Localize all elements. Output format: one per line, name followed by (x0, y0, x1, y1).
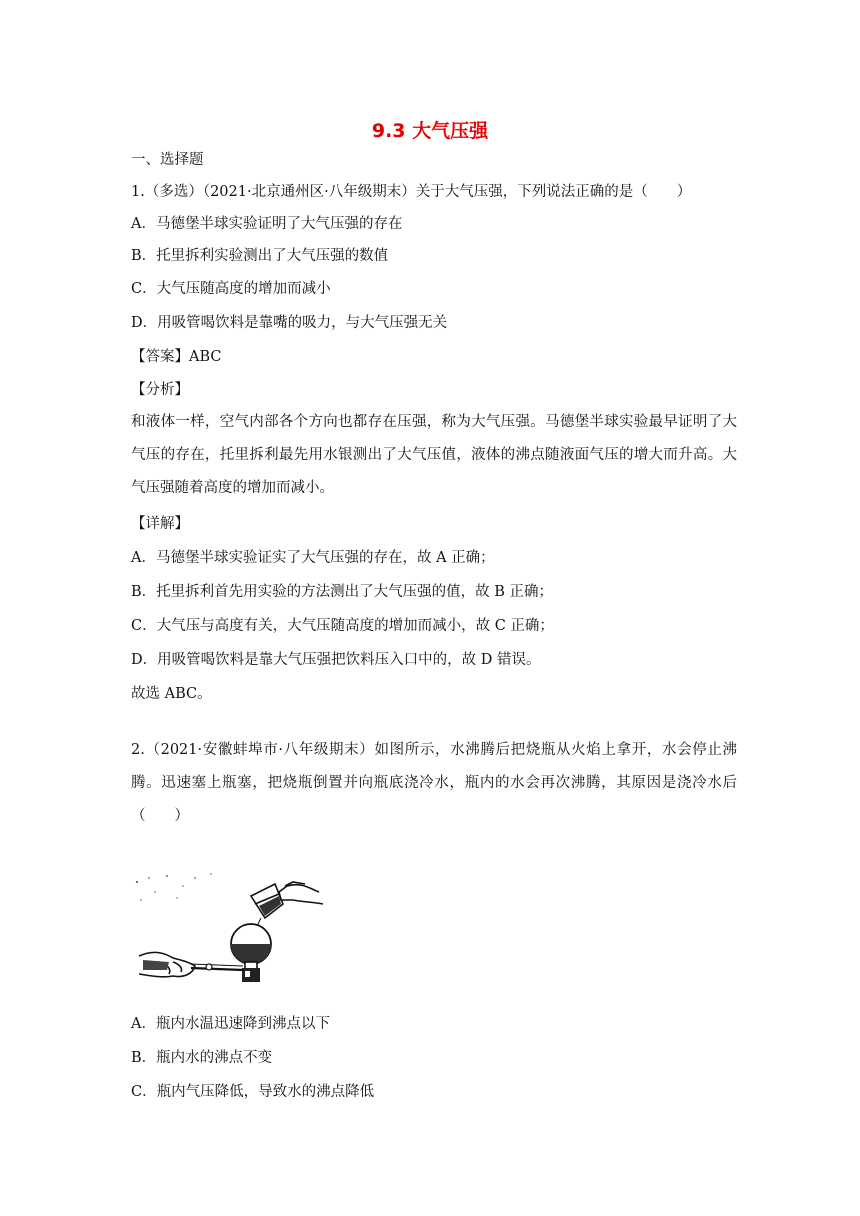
question-1-answer: 【答案】ABC (131, 349, 222, 365)
question-1-option-d: D．用吸管喝饮料是靠嘴的吸力，与大气压强无关 (131, 315, 448, 331)
question-1-analysis: 和液体一样，空气内部各个方向也都存在压强，称为大气压强。马德堡半球实验最早证明了大气压的存在，托里拆利最先用水银测出了大气压值，液体的沸点随液面气压的增大而升高。大气压强随着高度的增加而减小。 (131, 414, 737, 496)
question-2-option-a: A．瓶内水温迅速降到沸点以下 (131, 1016, 330, 1032)
section-heading: 一、选择题 (131, 152, 204, 168)
question-2-stem: 2.（2021·安徽蚌埠市·八年级期末）如图所示，水沸腾后把烧瓶从火焰上拿开，水会停止沸腾。迅速塞上瓶塞，把烧瓶倒置并向瓶底浇冷水，瓶内的水会再次沸腾，其原因是浇冷水后（ ） (131, 742, 737, 824)
question-1-detail-label: 【详解】 (131, 516, 189, 532)
flask-experiment-illustration (133, 870, 333, 986)
question-1-conclusion: 故选 ABC。 (131, 686, 212, 702)
question-1-detail-d: D．用吸管喝饮料是靠大气压强把饮料压入口中的，故 D 错误。 (131, 652, 541, 668)
question-1-detail-a: A．马德堡半球实验证实了大气压强的存在，故 A 正确； (131, 550, 495, 566)
question-1-analysis-label: 【分析】 (131, 382, 189, 398)
question-2-option-c: C．瓶内气压降低，导致水的沸点降低 (131, 1084, 375, 1100)
question-1-detail-c: C．大气压与高度有关，大气压随高度的增加而减小，故 C 正确； (131, 618, 554, 634)
question-1-detail-b: B．托里拆利首先用实验的方法测出了大气压强的值，故 B 正确； (131, 584, 554, 600)
question-1-option-c: C．大气压随高度的增加而减小 (131, 281, 331, 297)
question-1-stem: 1.（多选）（2021·北京通州区·八年级期末）关于大气压强，下列说法正确的是（ ） (131, 184, 692, 200)
question-1-option-b: B．托里拆利实验测出了大气压强的数值 (131, 248, 389, 264)
page-title: 9.3 大气压强 (371, 120, 489, 142)
question-2-option-b: B．瓶内水的沸点不变 (131, 1050, 273, 1066)
question-1-option-a: A．马德堡半球实验证明了大气压强的存在 (131, 216, 403, 232)
